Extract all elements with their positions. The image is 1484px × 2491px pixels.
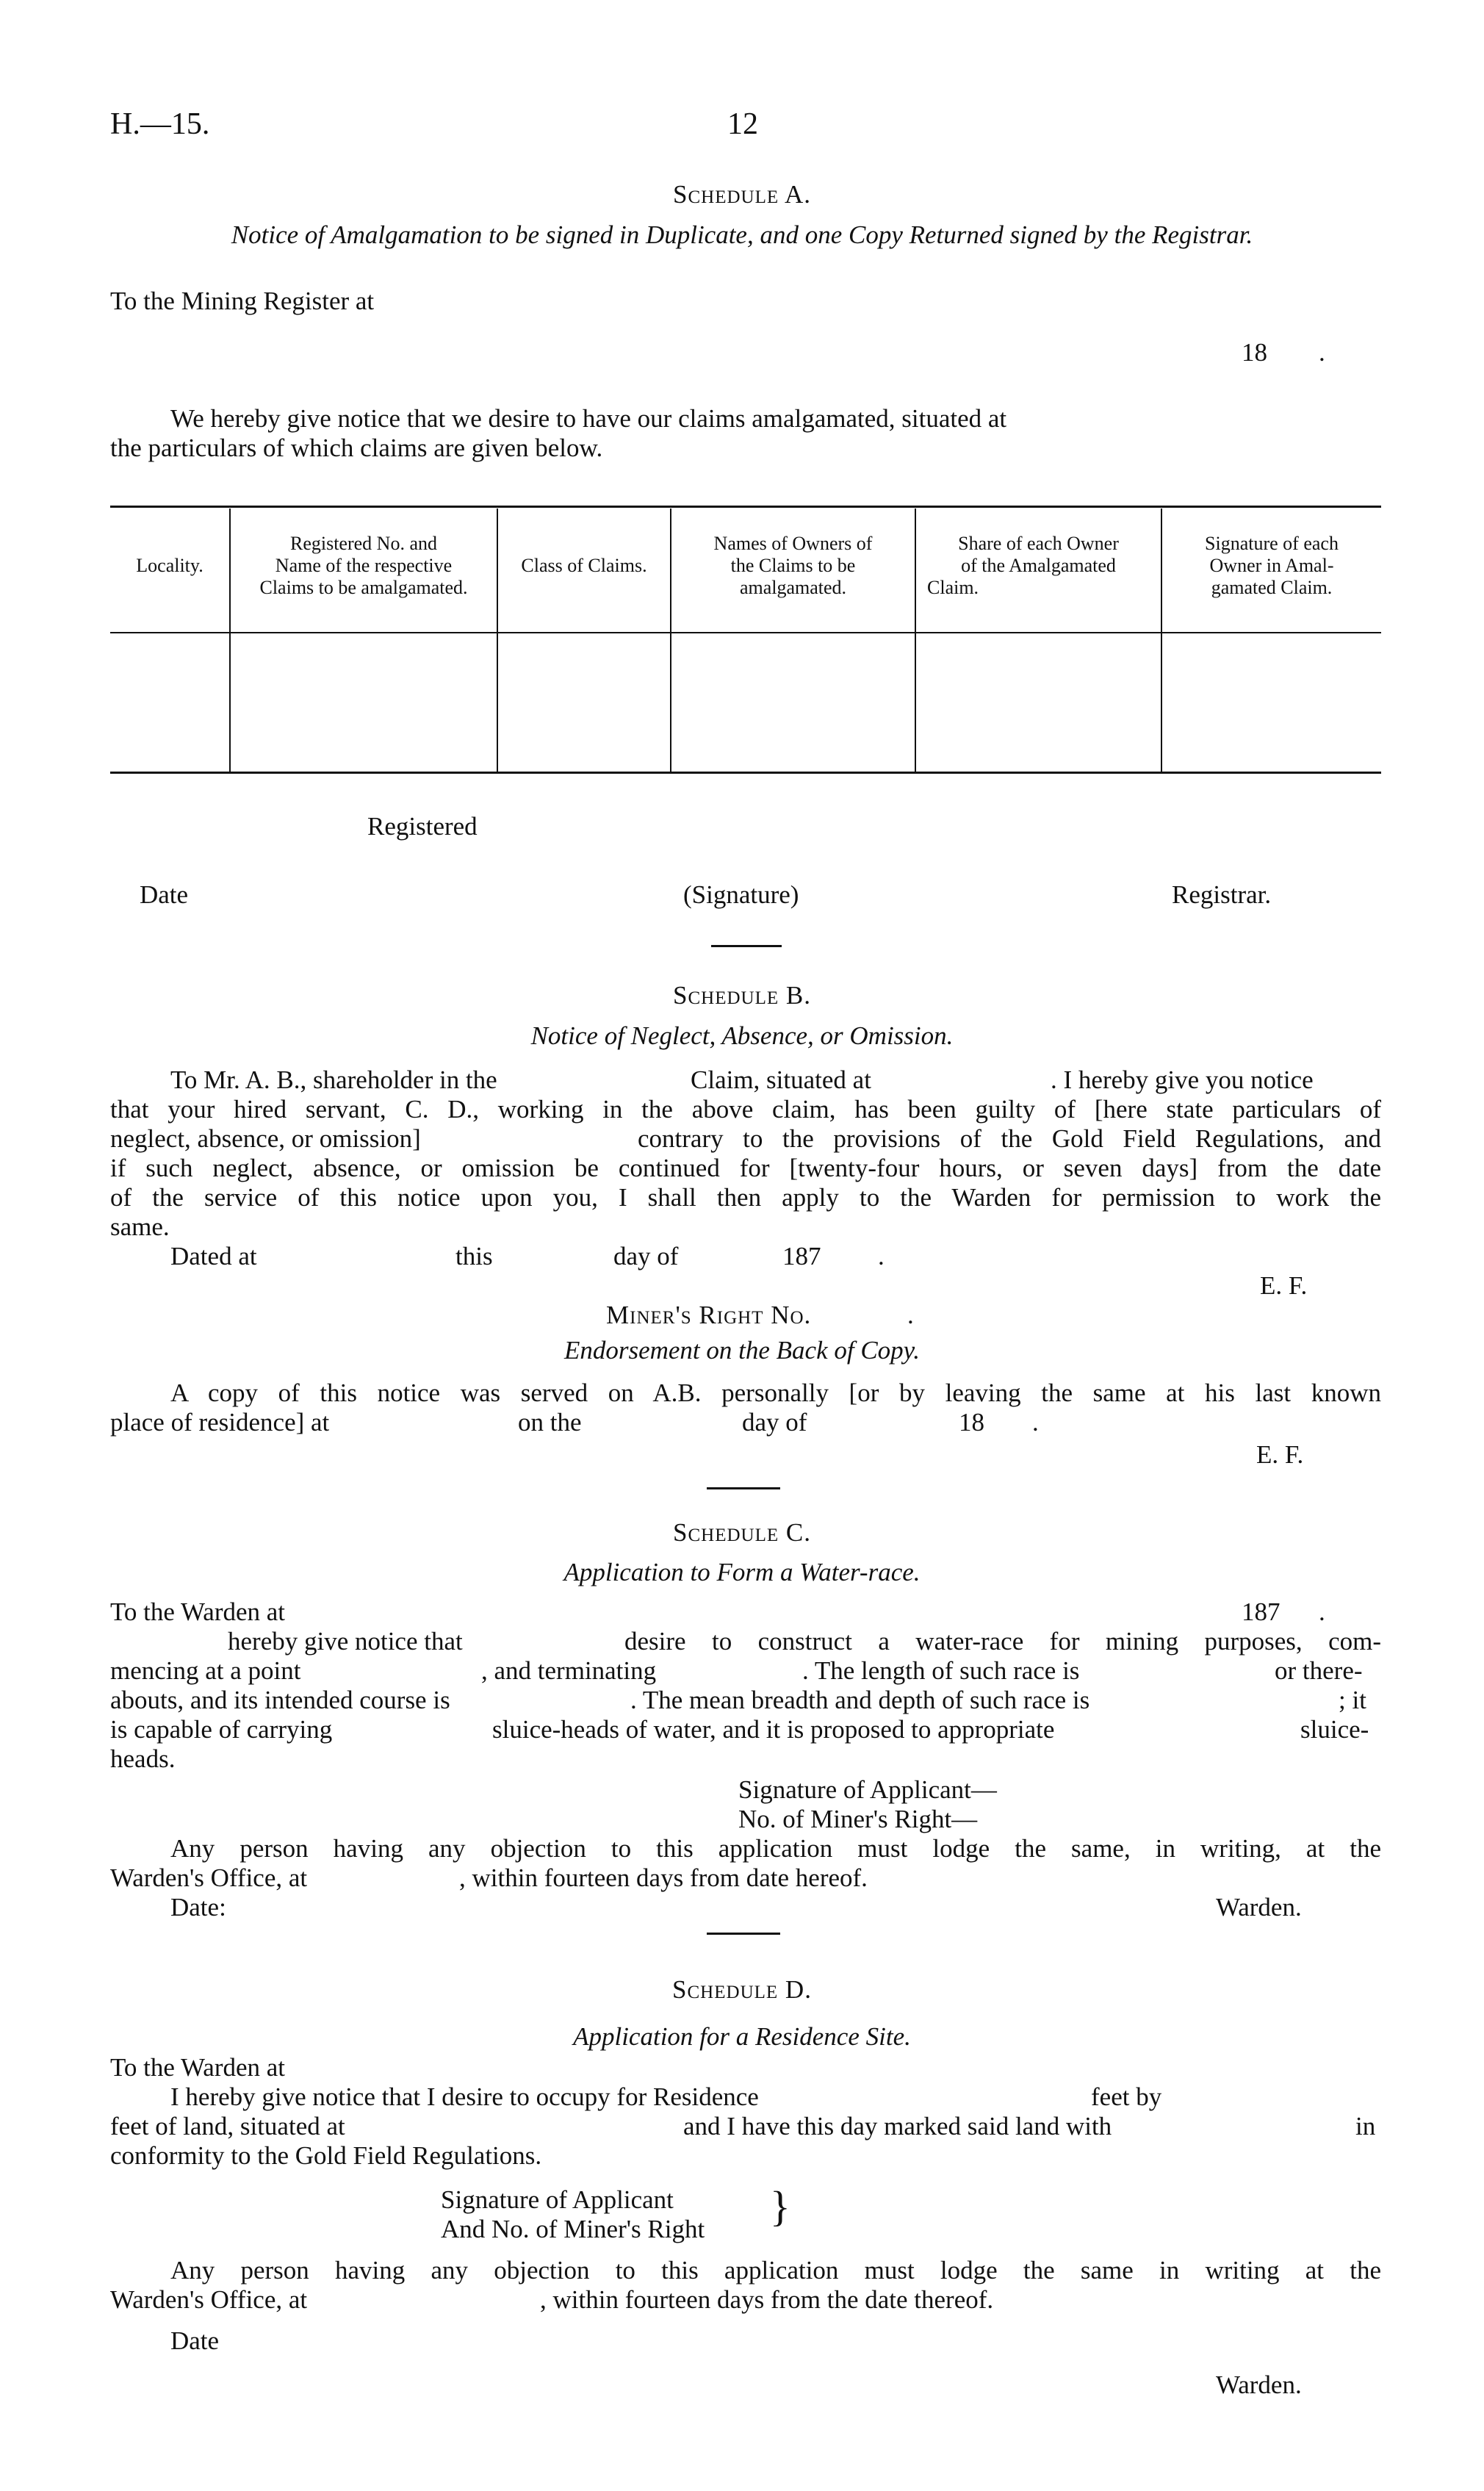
schedule-a-title: Schedule A. xyxy=(673,180,811,209)
table-header-share-l1: Share of each Owner xyxy=(958,533,1119,554)
schedule-d-warden: Warden. xyxy=(1216,2370,1302,2399)
schedule-b-line3-b: contrary to the provisions of the Gold Field Regulations, and xyxy=(638,1124,1381,1153)
schedule-c-warden: Warden. xyxy=(1216,1893,1302,1922)
table-col-divider xyxy=(497,508,498,772)
schedule-d-objection-line2-b: , within fourteen days from the date thereof. xyxy=(540,2285,994,2314)
schedule-c-date: Date: xyxy=(170,1893,226,1922)
right-brace-icon: } xyxy=(770,2182,790,2230)
table-header-share-l2: of the Amalgamated xyxy=(961,555,1116,576)
schedule-c-line1-b: desire to construct a water-race for mining purposes, com- xyxy=(624,1627,1381,1656)
table-bottom-rule xyxy=(110,772,1381,774)
page-header-ref: H.—15. xyxy=(110,107,210,141)
schedule-d-subtitle: Application for a Residence Site. xyxy=(573,2022,911,2051)
table-header-registered-no-l2: Name of the respective xyxy=(275,555,453,576)
table-header-share-l3: Claim. xyxy=(927,577,979,598)
schedule-b-subtitle: Notice of Neglect, Absence, or Omission. xyxy=(530,1021,954,1050)
schedule-c-line2-c: . The length of such race is xyxy=(802,1656,1080,1685)
section-divider xyxy=(707,1933,780,1935)
schedule-c-objection-line2-b: , within fourteen days from date hereof. xyxy=(459,1863,868,1892)
schedule-b-endorsement: Endorsement on the Back of Copy. xyxy=(563,1336,921,1365)
schedule-a-year: 18 xyxy=(1242,338,1267,367)
schedule-b-dated-at: Dated at xyxy=(170,1242,257,1270)
schedule-d-line1-b: feet by xyxy=(1091,2082,1162,2111)
schedule-b-initials-2: E. F. xyxy=(1256,1440,1304,1469)
table-top-rule xyxy=(110,506,1381,508)
table-header-signature-l2: Owner in Amal- xyxy=(1209,555,1334,576)
schedule-c-line2-d: or there- xyxy=(1275,1656,1363,1685)
schedule-c-line3-a: abouts, and its intended course is xyxy=(110,1686,450,1714)
schedule-b-miners-right: Miner's Right No. xyxy=(606,1301,812,1329)
schedule-c-miners-right: No. of Miner's Right— xyxy=(738,1805,978,1833)
schedule-b-line4: if such neglect, absence, or omission be continued for [twenty-four hours, or seven days] from the date xyxy=(110,1154,1381,1182)
schedule-d-line2-c: in xyxy=(1355,2112,1376,2140)
schedule-c-line4-c: sluice- xyxy=(1300,1715,1369,1744)
schedule-d-miners-right: And No. of Miner's Right xyxy=(441,2215,705,2243)
table-header-signature-l3: gamated Claim. xyxy=(1211,577,1333,598)
schedule-d-line3: conformity to the Gold Field Regulations. xyxy=(110,2141,542,2170)
schedule-b-year: 187 xyxy=(782,1242,821,1270)
table-header-owners-l2: the Claims to be xyxy=(730,555,856,576)
schedule-b-line6: same. xyxy=(110,1212,170,1241)
schedule-b-line5: of the service of this notice upon you, I shall then apply to the Warden for permission to work the xyxy=(110,1183,1381,1212)
schedule-c-year: 187 xyxy=(1242,1597,1281,1626)
schedule-d-title: Schedule D. xyxy=(672,1975,812,2004)
schedule-d-addressee: To the Warden at xyxy=(110,2053,286,2082)
schedule-d-line2-a: feet of land, situated at xyxy=(110,2112,345,2140)
schedule-b-copy-year: 18 xyxy=(959,1408,984,1437)
schedule-a-registered: Registered xyxy=(367,812,478,841)
schedule-b-day-of: day of xyxy=(613,1242,679,1270)
schedule-b-year-dot: . xyxy=(878,1242,885,1270)
schedule-d-line1-a: I hereby give notice that I desire to occupy for Residence xyxy=(170,2082,759,2111)
schedule-c-addressee: To the Warden at xyxy=(110,1597,286,1626)
schedule-c-line4-b: sluice-heads of water, and it is proposed to appropriate xyxy=(492,1715,1055,1744)
schedule-d-objection-line2-a: Warden's Office, at xyxy=(110,2285,308,2314)
section-divider xyxy=(707,1487,780,1489)
schedule-b-copy-dot: . xyxy=(1032,1408,1039,1437)
schedule-c-title: Schedule C. xyxy=(673,1518,811,1547)
schedule-a-body-line2: the particulars of which claims are given below. xyxy=(110,434,603,462)
table-header-registered-no-l3: Claims to be amalgamated. xyxy=(259,577,468,598)
schedule-b-copy-line1: A copy of this notice was served on A.B. personally [or by leaving the same at his last known xyxy=(170,1379,1381,1407)
schedule-c-line2-a: mencing at a point xyxy=(110,1656,301,1685)
schedule-c-signature: Signature of Applicant— xyxy=(738,1775,997,1804)
schedule-a-addressee: To the Mining Register at xyxy=(110,287,375,315)
schedule-d-line2-b: and I have this day marked said land with xyxy=(683,2112,1112,2140)
schedule-a-registrar: Registrar. xyxy=(1172,880,1272,909)
table-header-class: Class of Claims. xyxy=(521,555,647,576)
table-header-registered-no-l1: Registered No. and xyxy=(289,533,437,554)
schedule-c-line3-b: . The mean breadth and depth of such race is xyxy=(630,1686,1090,1714)
schedule-b-copy-line2-a: place of residence] at xyxy=(110,1408,330,1437)
schedule-c-subtitle: Application to Form a Water-race. xyxy=(563,1558,921,1586)
schedule-c-line2-b: , and terminating xyxy=(481,1656,657,1685)
table-header-signature-l1: Signature of each xyxy=(1205,533,1339,554)
schedule-b-copy-line2-c: day of xyxy=(742,1408,807,1437)
table-header-owners-l1: Names of Owners of xyxy=(713,533,873,554)
schedule-c-line1-a: hereby give notice that xyxy=(228,1627,463,1656)
table-header-locality: Locality. xyxy=(136,555,203,576)
schedule-b-line1-a: To Mr. A. B., shareholder in the xyxy=(170,1065,497,1094)
schedule-b-this: this xyxy=(455,1242,493,1270)
table-header-rule xyxy=(110,632,1381,633)
schedule-c-line3-c: ; it xyxy=(1339,1686,1366,1714)
schedule-b-line3-a: neglect, absence, or omission] xyxy=(110,1124,421,1153)
schedule-a-body-line1: We hereby give notice that we desire to have our claims amalgamated, situated at xyxy=(170,404,1007,433)
schedule-b-line1-b: Claim, situated at xyxy=(691,1065,871,1094)
schedule-a-date: Date xyxy=(140,880,189,909)
schedule-b-line1-c: . I hereby give you notice xyxy=(1051,1065,1314,1094)
schedule-b-copy-line2-b: on the xyxy=(518,1408,582,1437)
table-header-owners-l3: amalgamated. xyxy=(739,577,847,598)
schedule-a-signature: (Signature) xyxy=(683,880,799,909)
schedule-c-year-dot: . xyxy=(1319,1597,1325,1626)
schedule-c-objection-line2-a: Warden's Office, at xyxy=(110,1863,308,1892)
section-divider xyxy=(711,945,782,947)
schedule-d-signature: Signature of Applicant xyxy=(441,2185,674,2214)
schedule-c-objection-line1: Any person having any objection to this application must lodge the same, in writing, at the xyxy=(170,1834,1381,1863)
schedule-c-line5: heads. xyxy=(110,1744,176,1773)
schedule-a-year-dot: . xyxy=(1319,338,1325,367)
schedule-c-line4-a: is capable of carrying xyxy=(110,1715,333,1744)
schedule-b-title: Schedule B. xyxy=(673,981,811,1010)
schedule-b-line2: that your hired servant, C. D., working in the above claim, has been guilty of [here state particulars of xyxy=(110,1095,1381,1124)
schedule-b-initials: E. F. xyxy=(1260,1271,1308,1300)
schedule-a-subtitle: Notice of Amalgamation to be signed in Duplicate, and one Copy Returned signed by the Registrar. xyxy=(231,220,1253,249)
page-number: 12 xyxy=(727,107,758,141)
schedule-b-miners-right-dot: . xyxy=(907,1301,914,1329)
schedule-d-date: Date xyxy=(170,2326,220,2355)
schedule-d-objection-line1: Any person having any objection to this application must lodge the same in writing at the xyxy=(170,2256,1381,2285)
